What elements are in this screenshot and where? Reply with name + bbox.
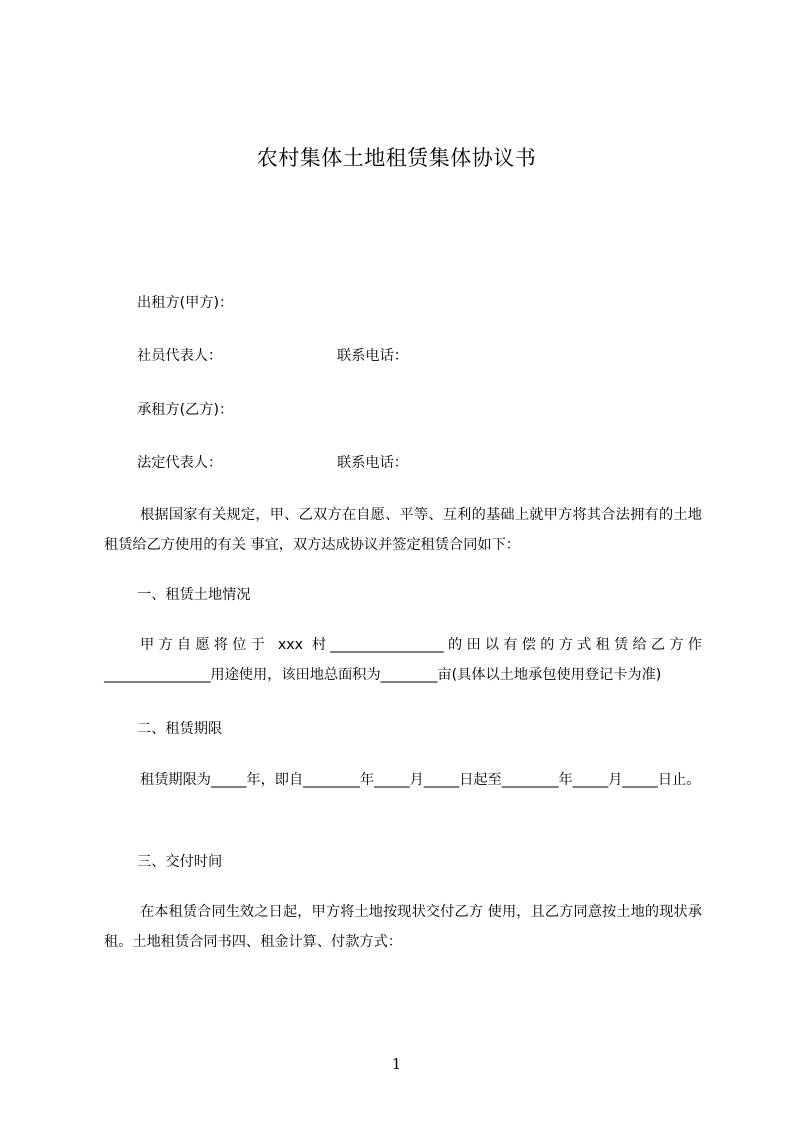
- section-heading: 三、交付时间: [137, 854, 223, 870]
- lessor-representative-label: 社员代表人：: [137, 348, 223, 364]
- section-heading: 一、租赁土地情况: [137, 587, 251, 603]
- section-body: 甲方自愿将位于 xxx 村________________的田以有偿的方式租赁给乙方作_______________用途使用，该田地总面积为________亩(具体以土地承包使用登记卡为准): [104, 637, 702, 683]
- document-title: 农村集体土地租赁集体协议书: [256, 146, 537, 170]
- lessee-label: 承租方(乙方)：: [137, 402, 234, 418]
- lessor-label: 出租方(甲方)：: [137, 295, 234, 311]
- page-number: 1: [391, 1055, 402, 1073]
- section-body: 在本租赁合同生效之日起，甲方将土地按现状交付乙方 使用，且乙方同意按土地的现状承租。土地租赁合同书四、租金计算、付款方式：: [104, 904, 702, 950]
- section-body: 租赁期限为_____年，即自________年_____月_____日起至________年_____月_____日止。: [140, 772, 701, 788]
- section-heading: 二、租赁期限: [137, 721, 223, 737]
- lessee-representative-label: 法定代表人：: [137, 455, 223, 471]
- preamble-paragraph: 根据国家有关规定，甲、乙双方在自愿、平等、互利的基础上就甲方将其合法拥有的土地租赁给乙方使用的有关 事宜，双方达成协议并签定租赁合同如下：: [104, 507, 702, 553]
- lessor-phone-label: 联系电话：: [337, 348, 408, 364]
- lessee-phone-label: 联系电话：: [337, 455, 408, 471]
